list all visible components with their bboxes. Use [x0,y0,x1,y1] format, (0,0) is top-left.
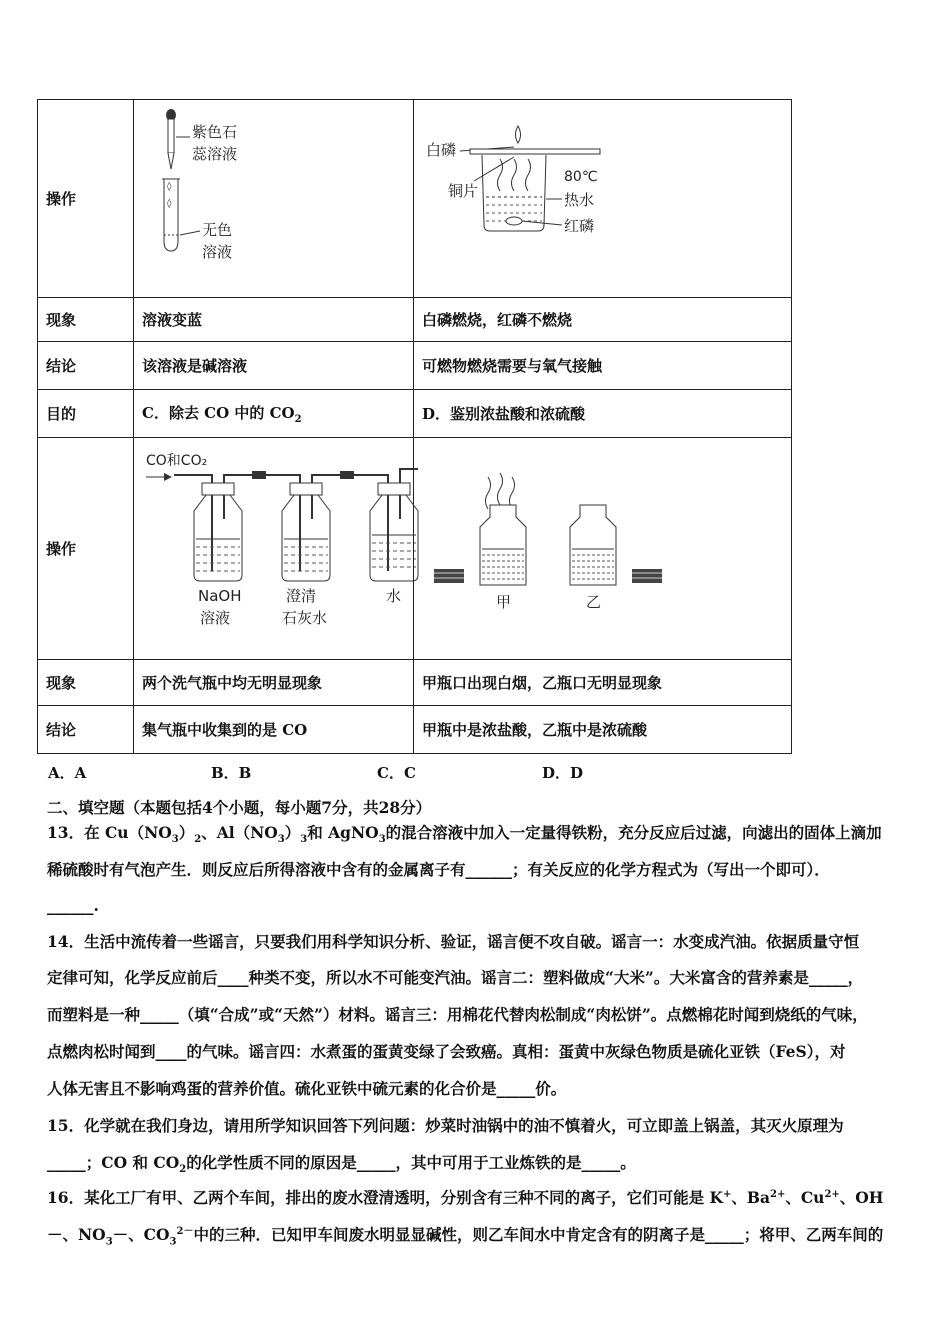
gas-washing-figure [134,438,414,660]
bottle2-label-2: 石灰水 [282,608,328,627]
drop-icon: ◊ [167,181,172,192]
red-phosphorus-label: 红磷 [564,216,595,235]
table-row [38,100,792,298]
tube-label-1: 无色 [202,220,233,239]
washing-bottle-1 [194,483,242,581]
bottle1-label-2: 溶液 [200,608,231,627]
bottle3-label: 水 [386,586,402,605]
q14-line-2: 定律可知，化学反应前后____种类不变，所以水不可能变汽油。谣言二：塑料做成“大米”。大米富含的营养素是_____， [47,968,864,987]
q14-line-3: 而塑料是一种_____（填“合成”或“天然”）材料。谣言三：用棉花代替肉松制成“肉松饼”。点燃棉花时闻到烧纸的气味， [47,1005,868,1024]
row-label: 操作 [38,438,134,660]
row-label: 操作 [38,100,134,298]
washing-bottle-3 [370,483,418,581]
copper-label: 铜片 [448,181,479,200]
dropper-label-1: 紫色石 [192,122,238,141]
dropper-tube [168,119,174,153]
table-row [38,390,792,438]
q15-line-1: 15．化学就在我们身边，请用所学知识回答下列问题：炒菜时油锅中的油不慎着火，可立即盖上锅盖，其灭火原理为 [47,1116,844,1135]
litmus-test-diagram [134,101,430,297]
connecting-pipe [312,475,388,509]
tube-pointer [180,231,200,235]
acid-bottles-diagram [414,439,759,659]
cell: 集气瓶中收集到的是 CO [134,706,414,754]
white-phosphorus-label: 白磷 [426,140,457,159]
q13-line-1: 13．在 $Cu(NO_3)_2$、$Al(NO_3)_3$和 AgNO$_3$的混合溶液中加入一定量得铁粉，充分反应后过滤，向滤出的固体上滴加 [47,823,882,846]
row-label: 目的 [38,390,134,438]
litmus-test-figure [134,100,414,298]
q16-line-1: 16．某化工厂有甲、乙两个车间，排出的废水澄清透明，分别含有三种不同的离子，它们可能是 K+、$Ba^{2+}$、$Cu^{2+}$、OH [47,1188,884,1207]
phosphorus-combustion-figure [414,100,792,298]
option-c[interactable]: C．C [377,764,416,782]
cell: 甲瓶中是浓盐酸，乙瓶中是浓硫酸 [414,706,792,754]
cell: 溶液变蓝 [134,298,414,342]
option-a[interactable]: A．A [48,764,87,782]
copper-plate [470,149,600,154]
flame-icon [516,126,521,143]
cell: 该溶液是碱溶液 [134,342,414,390]
phosphorus-diagram [414,101,759,297]
q14-line-1: 14．生活中流传着一些谣言，只要我们用科学知识分析、验证，谣言便不攻自破。谣言一：水变成汽油。依据质量守恒 [47,932,860,951]
acid-bottles-figure [414,438,792,660]
drop-icon: ◊ [167,198,172,209]
cell: D．鉴别浓盐酸和浓硫酸 [414,390,792,438]
bottle-yi-label: 乙 [586,592,602,611]
cell: 两个洗气瓶中均无明显现象 [134,660,414,706]
option-b[interactable]: B．B [211,764,252,782]
hot-water-label: 热水 [564,190,595,209]
cell: 可燃物燃烧需要与氧气接触 [414,342,792,390]
section-title: 二、填空题（本题包括4个小题，每小题7分，共28分） [47,798,432,817]
dropper-label-2: 蕊溶液 [192,144,238,163]
table-row [38,438,792,660]
stopper-icon [632,569,662,583]
row-label: 现象 [38,660,134,706]
table-row [38,342,792,390]
q15-line-2: _____；CO 和 $CO_2$的化学性质不同的原因是_____，其中可用于工业炼铁的是_____。 [47,1153,636,1176]
steam-icon [498,159,503,191]
red-phosphorus [506,217,522,225]
bottle1-label-1: NaOH [198,586,242,605]
row-label: 结论 [38,706,134,754]
stopper-icon [434,569,464,583]
bottle-jia [480,505,526,585]
table-row [38,298,792,342]
gas-label: CO和CO₂ [146,452,208,469]
q14-line-4: 点燃肉松时闻到____的气味。谣言四：水煮蛋的蛋黄变绿了会致癌。真相：蛋黄中灰绿色物质是硫化亚铁（FeS），对 [47,1042,846,1061]
table-row [38,706,792,754]
option-d[interactable]: D．D [542,764,584,782]
q13-line-2: 稀硫酸时有气泡产生．则反应后所得溶液中含有的金属离子有______；有关反应的化学方程式为（写出一个即可）． [47,860,830,879]
dropper-tip [168,153,174,169]
tube-label-2: 溶液 [202,242,233,261]
q14-line-5: 人体无害且不影响鸡蛋的营养价值。硫化亚铁中硫元素的化合价是_____价。 [47,1079,567,1098]
connecting-pipe [224,475,300,509]
gas-washing-diagram [134,439,430,659]
q16-line-2: －、$NO_3-$、$CO_3^{2-}$中的三种．已知甲车间废水明显显碱性，则乙车间水中肯定含有的阴离子是_____；将甲、乙两车间的 [47,1225,884,1248]
bottle2-label-1: 澄清 [286,586,317,605]
washing-bottle-2 [282,483,330,581]
experiment-table [37,99,792,754]
temperature-label: 80℃ [564,168,598,185]
cell: C．除去 CO 中的 $CO_2$ [134,390,414,438]
row-label: 现象 [38,298,134,342]
bottle-jia-label: 甲 [496,592,512,611]
table-row [38,660,792,706]
q13-line-3: ______. [47,896,99,915]
cell: 白磷燃烧，红磷不燃烧 [414,298,792,342]
bottle-yi [570,505,616,585]
white-smoke-icon [486,477,491,509]
row-label: 结论 [38,342,134,390]
cell: 甲瓶口出现白烟，乙瓶口无明显现象 [414,660,792,706]
